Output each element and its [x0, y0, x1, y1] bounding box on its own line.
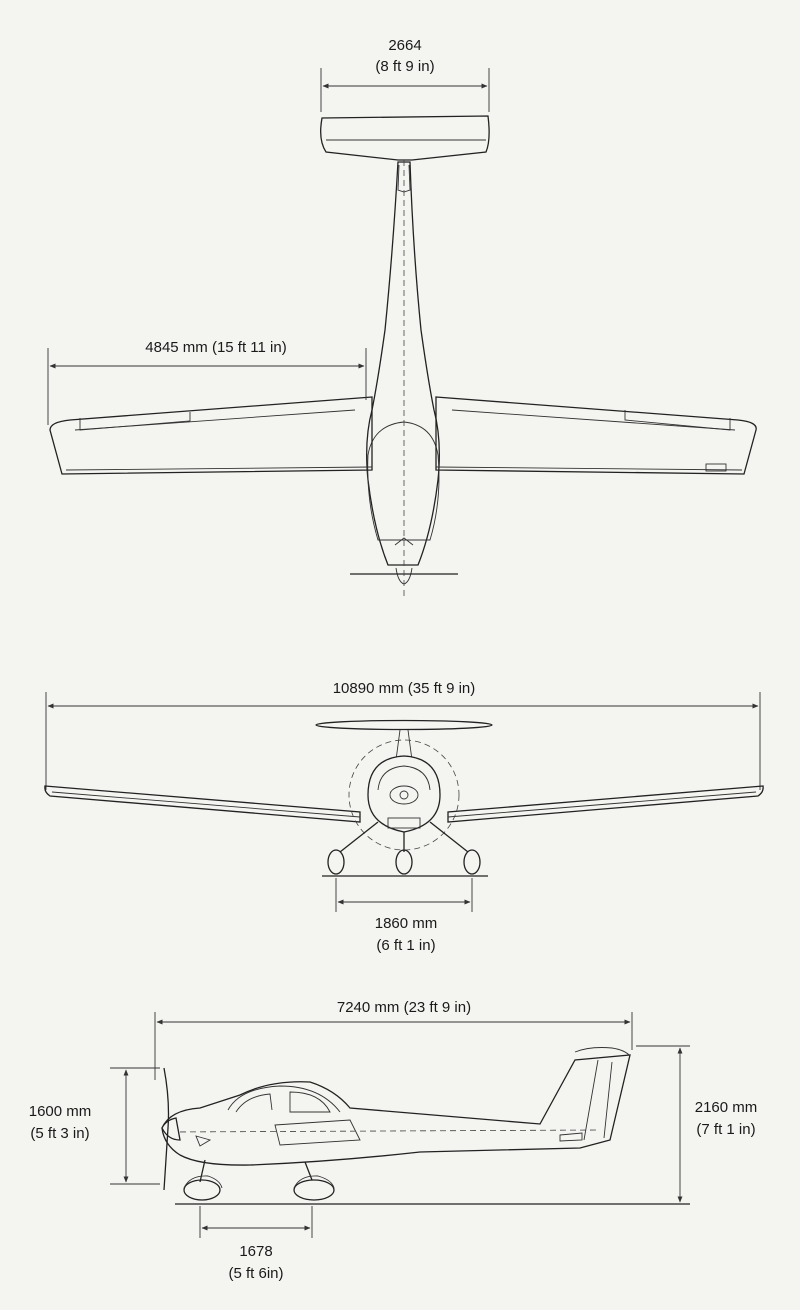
wing-root-side [275, 1120, 360, 1145]
track-dimension [336, 878, 472, 954]
canopy-side [228, 1086, 340, 1112]
height-mm-label: 2160 mm [694, 1099, 758, 1116]
track-imperial-label: (6 ft 1 in) [376, 937, 436, 954]
half-span-label: 4845 mm (15 ft 11 in) [145, 339, 287, 356]
prop-height-dimension [29, 1068, 160, 1184]
side-view [29, 999, 758, 1282]
tail-front [316, 721, 492, 730]
tail-span-dimension [321, 37, 489, 112]
prop-height-mm-label: 1600 mm [28, 1103, 92, 1120]
fuselage-side [162, 1055, 630, 1165]
wheelbase-dimension [200, 1206, 312, 1282]
height-dimension [636, 1046, 757, 1202]
landing-gear-side [184, 1160, 334, 1200]
top-view [48, 37, 756, 600]
canopy-top [368, 422, 439, 540]
tail-span-mm-label: 2664 [388, 37, 422, 54]
tail-span-imperial-label: (8 ft 9 in) [375, 58, 435, 75]
height-imperial-label: (7 ft 1 in) [696, 1121, 756, 1138]
left-wing [50, 397, 372, 474]
horizontal-tail [321, 116, 489, 160]
fuselage-front [368, 756, 440, 832]
front-view [45, 680, 763, 954]
length-dimension [155, 999, 632, 1080]
wheelbase-mm-label: 1678 [239, 1243, 273, 1260]
wingspan-label: 10890 mm (35 ft 9 in) [332, 680, 476, 697]
half-span-dimension [48, 339, 366, 425]
length-label: 7240 mm (23 ft 9 in) [336, 999, 472, 1016]
wheelbase-imperial-label: (5 ft 6in) [228, 1265, 284, 1282]
track-mm-label: 1860 mm [374, 915, 438, 932]
prop-height-imperial-label: (5 ft 3 in) [30, 1125, 90, 1142]
right-wing [436, 397, 756, 474]
fuselage-top [367, 162, 440, 565]
vertical-fin [575, 1048, 630, 1057]
